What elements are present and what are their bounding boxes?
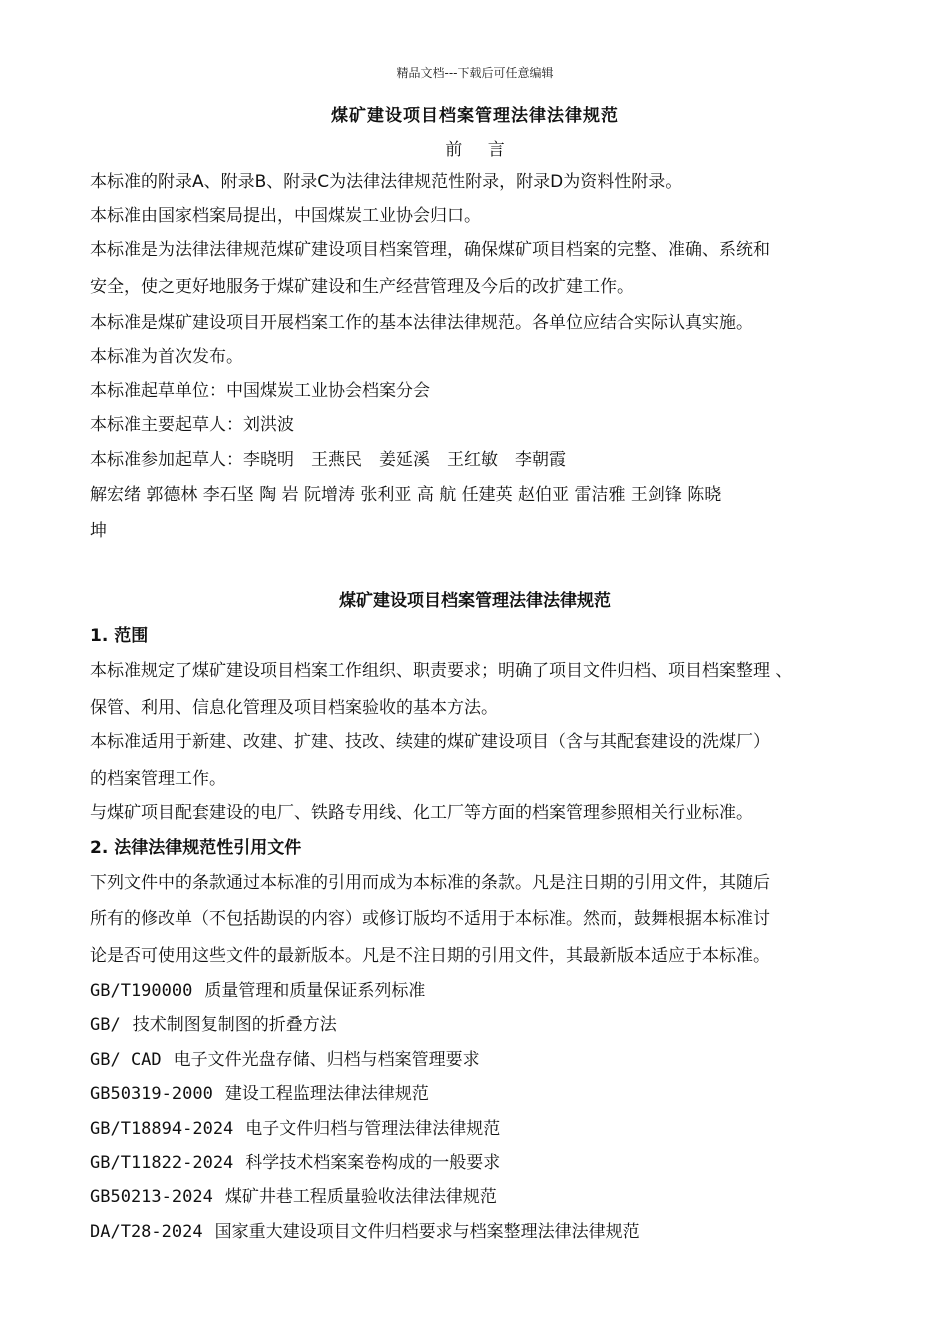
foreword-line: 本标准的附录A、附录B、附录C为法律法律规范性附录，附录D为资料性附录。 [90,172,683,192]
reference-code: GB/ [90,1015,121,1035]
header-note: 精品文档---下载后可任意编辑 [396,66,554,80]
foreword-line: 安全，使之更好地服务于煤矿建设和生产经营管理及今后的改扩建工作。 [90,277,634,297]
reference-item [90,1220,640,1244]
reference-title: 质量管理和质量保证系列标准 [204,981,426,1001]
foreword-line: 本标准是煤矿建设项目开展档案工作的基本法律法律规范。各单位应结合实际认真实施。 [90,313,753,333]
reference-code: GB/T190000 [90,981,193,1001]
reference-item [90,1117,500,1141]
section-line: 下列文件中的条款通过本标准的引用而成为本标准的条款。凡是注日期的引用文件，其随后 [90,873,770,893]
reference-title: 技术制图复制图的折叠方法 [132,1015,337,1035]
reference-item [90,1185,497,1209]
section-line: 本标准规定了煤矿建设项目档案工作组织、职责要求；明确了项目文件归档、项目档案整理 、 [90,661,793,681]
reference-code: GB50213-2024 [90,1187,213,1207]
reference-item [90,979,425,1003]
foreword-line: 解宏绪 郭德林 李石坚 陶 岩 阮增涛 张利亚 高 航 任建英 赵伯亚 雷洁雅 王剑锋 陈晓 [90,485,722,505]
document-title: 煤矿建设项目档案管理法律法律规范 [331,106,619,126]
reference-item [90,1048,480,1072]
foreword-line: 本标准由国家档案局提出，中国煤炭工业协会归口。 [90,206,481,226]
reference-code: GB/T18894-2024 [90,1119,234,1139]
foreword-line: 坤 [90,521,107,541]
reference-title: 电子文件光盘存储、归档与档案管理要求 [173,1050,480,1070]
section-line: 的档案管理工作。 [90,769,226,789]
section-line: 所有的修改单（不包括勘误的内容）或修订版均不适用于本标准。然而，鼓舞根据本标准讨 [90,909,770,929]
section-heading: 1. 范围 [90,626,149,646]
foreword-line: 本标准起草单位：中国煤炭工业协会档案分会 [90,381,430,401]
reference-code: DA/T28-2024 [90,1222,203,1242]
reference-code: GB/ CAD [90,1050,162,1070]
section-line: 论是否可使用这些文件的最新版本。凡是不注日期的引用文件，其最新版本适应于本标准。 [90,946,770,966]
reference-title: 煤矿井巷工程质量验收法律法律规范 [224,1187,497,1207]
foreword-line: 本标准是为法律法律规范煤矿建设项目档案管理，确保煤矿项目档案的完整、准确、系统和 [90,240,770,260]
section-heading: 2. 法律法律规范性引用文件 [90,838,302,858]
reference-item [90,1013,337,1037]
foreword-heading: 前 言 [445,140,515,160]
reference-title: 建设工程监理法律法律规范 [224,1084,429,1104]
reference-item [90,1082,429,1106]
reference-title: 电子文件归档与管理法律法律规范 [245,1119,501,1139]
reference-item [90,1151,500,1175]
section-line: 本标准适用于新建、改建、扩建、技改、续建的煤矿建设项目（含与其配套建设的洗煤厂） [90,732,770,752]
foreword-line: 本标准主要起草人：刘洪波 [90,415,294,435]
section-line: 保管、利用、信息化管理及项目档案验收的基本方法。 [90,698,498,718]
foreword-line: 本标准参加起草人：李晓明 王燕民 姜延溪 王红敏 李朝霞 [90,450,566,470]
body-title: 煤矿建设项目档案管理法律法律规范 [339,591,611,611]
reference-code: GB/T11822-2024 [90,1153,234,1173]
reference-title: 科学技术档案案卷构成的一般要求 [245,1153,501,1173]
section-line: 与煤矿项目配套建设的电厂、铁路专用线、化工厂等方面的档案管理参照相关行业标准。 [90,803,753,823]
reference-title: 国家重大建设项目文件归档要求与档案整理法律法律规范 [214,1222,640,1242]
foreword-line: 本标准为首次发布。 [90,347,243,367]
reference-code: GB50319-2000 [90,1084,213,1104]
